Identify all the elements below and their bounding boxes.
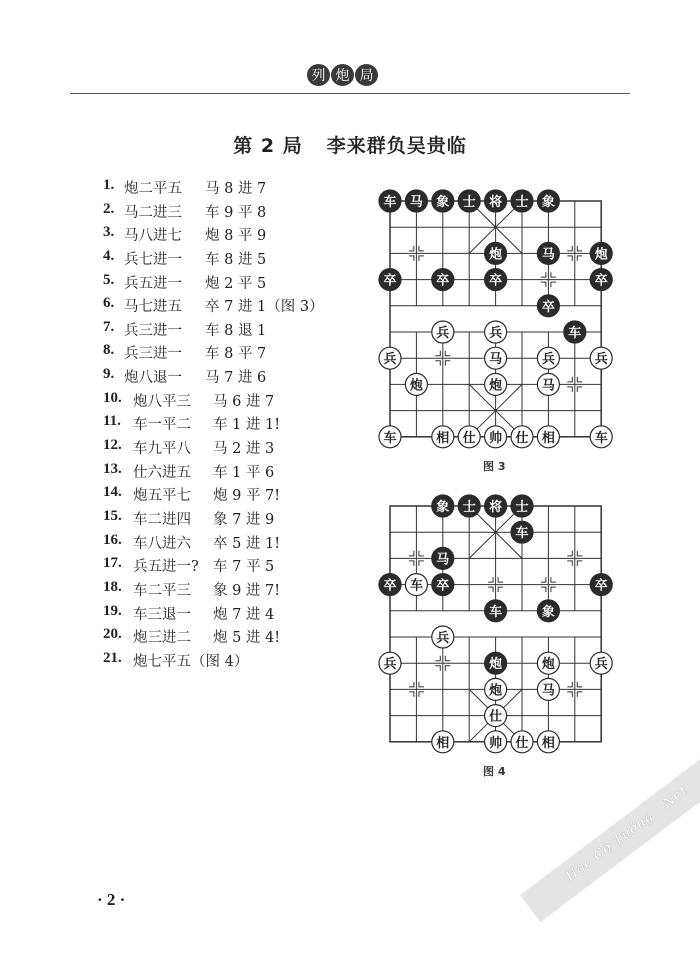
running-header — [307, 64, 379, 86]
piece-label: 炮 — [489, 683, 503, 699]
piece-label: 车 — [409, 578, 423, 594]
move-row — [103, 200, 267, 225]
black-piece — [511, 521, 533, 543]
piece-label: 相 — [436, 735, 450, 751]
mark-corner — [567, 692, 572, 697]
red-piece — [379, 652, 401, 674]
black-piece — [485, 242, 507, 264]
move-row — [103, 578, 281, 603]
red-piece — [590, 426, 612, 448]
piece-label: 马 — [541, 247, 555, 263]
mark-corner — [419, 551, 424, 556]
move-row — [103, 649, 249, 674]
red-piece — [537, 652, 559, 674]
black-piece — [590, 242, 612, 264]
move-number: 7. — [103, 318, 115, 335]
header-char: 列 — [307, 64, 330, 86]
mark-corner — [567, 387, 572, 392]
mark-corner — [577, 692, 582, 697]
move-number: 21. — [103, 649, 122, 666]
red-piece — [432, 426, 454, 448]
piece-label: 象 — [541, 195, 555, 210]
red-piece — [511, 731, 533, 753]
move-row — [103, 318, 267, 343]
move-number: 13. — [103, 460, 122, 477]
piece-label: 车 — [515, 526, 529, 542]
move-number: 3. — [103, 224, 115, 241]
mark-corner — [541, 282, 546, 287]
red-piece — [379, 347, 401, 369]
black-piece — [432, 574, 454, 596]
game-players: 李来群负吴贵临 — [326, 135, 467, 157]
mark-corner — [541, 587, 546, 592]
mark-corner — [445, 656, 450, 661]
piece-label: 兵 — [383, 657, 397, 673]
piece-label: 炮 — [489, 378, 503, 394]
mark-corner — [445, 361, 450, 366]
black-piece — [485, 269, 507, 291]
piece-label: 兵 — [594, 657, 608, 673]
mark-corner — [419, 692, 424, 697]
move-number: 14. — [103, 484, 122, 501]
piece-label: 帅 — [489, 735, 503, 751]
move-row — [103, 507, 275, 532]
mark-corner — [541, 577, 546, 582]
piece-label: 兵 — [594, 352, 608, 368]
red-move: 车九平八 — [133, 441, 191, 458]
mark-corner — [567, 551, 572, 556]
red-piece — [432, 321, 454, 343]
red-move: 炮八平三 — [133, 393, 191, 410]
black-move: 车 8 平 7 — [205, 346, 267, 363]
piece-label: 炮 — [409, 378, 423, 394]
black-move: 车 8 进 5 — [205, 251, 267, 268]
black-move: 车 1 平 6 — [213, 464, 275, 481]
piece-label: 仕 — [462, 430, 476, 446]
mark-corner — [409, 561, 414, 566]
piece-label: 炮 — [594, 247, 608, 263]
page-number: · 2 · — [97, 890, 126, 909]
red-piece — [485, 347, 507, 369]
move-row — [103, 602, 275, 627]
mark-corner — [577, 387, 582, 392]
black-piece — [432, 190, 454, 212]
red-move: 兵七进一 — [124, 251, 182, 268]
header-divider — [70, 93, 630, 94]
move-number: 11. — [103, 413, 121, 430]
mark-corner — [577, 377, 582, 382]
piece-label: 相 — [436, 430, 450, 446]
black-piece — [590, 574, 612, 596]
piece-label: 相 — [541, 735, 555, 751]
mark-corner — [435, 361, 440, 366]
board-diagram-3 — [370, 180, 620, 450]
red-piece — [432, 731, 454, 753]
red-move: 炮三进二 — [133, 630, 191, 647]
black-piece — [379, 574, 401, 596]
red-piece — [537, 426, 559, 448]
mark-corner — [541, 272, 546, 277]
move-row — [103, 366, 267, 390]
piece-label: 士 — [462, 195, 476, 210]
piece-label: 卒 — [594, 273, 608, 289]
piece-label: 兵 — [383, 352, 397, 368]
red-piece — [458, 426, 480, 448]
black-piece — [537, 190, 559, 212]
red-piece — [537, 347, 559, 369]
black-piece — [432, 269, 454, 291]
mark-corner — [488, 577, 493, 582]
piece-label: 卒 — [436, 578, 450, 594]
piece-label: 炮 — [541, 657, 555, 673]
red-piece — [590, 652, 612, 674]
move-row — [103, 224, 267, 248]
red-move: 炮五平七 — [133, 488, 191, 505]
mark-corner — [409, 682, 414, 687]
mark-corner — [567, 377, 572, 382]
red-piece — [405, 373, 427, 395]
mark-corner — [577, 682, 582, 687]
mark-corner — [577, 551, 582, 556]
piece-label: 卒 — [383, 578, 397, 594]
piece-label: 兵 — [489, 326, 503, 341]
piece-label: 象 — [541, 604, 555, 620]
move-number: 5. — [103, 271, 115, 288]
red-piece — [485, 731, 507, 753]
mark-corner — [551, 282, 556, 287]
red-move: 马二进三 — [124, 204, 182, 221]
red-move: 马八进七 — [124, 228, 182, 245]
piece-label: 兵 — [436, 326, 450, 341]
piece-label: 卒 — [436, 273, 450, 289]
piece-label: 车 — [594, 430, 608, 446]
board-grid — [390, 201, 601, 437]
mark-corner — [435, 666, 440, 671]
black-move: 车 7 平 5 — [213, 559, 275, 576]
figure-caption: 图 3 — [483, 460, 506, 473]
black-piece — [432, 547, 454, 569]
move-row — [103, 177, 267, 201]
mark-corner — [419, 682, 424, 687]
piece-label: 士 — [515, 500, 529, 515]
move-row — [103, 626, 281, 650]
red-piece — [485, 426, 507, 448]
black-piece — [458, 190, 480, 212]
red-move: 炮二平五 — [124, 181, 182, 197]
piece-label: 马 — [409, 195, 423, 210]
piece-label: 卒 — [541, 299, 555, 315]
red-piece — [405, 574, 427, 596]
move-row — [103, 555, 275, 579]
piece-label: 马 — [541, 683, 555, 699]
piece-label: 马 — [489, 352, 503, 368]
piece-label: 象 — [436, 500, 450, 515]
black-piece — [511, 190, 533, 212]
black-piece — [485, 495, 507, 517]
piece-label: 卒 — [383, 273, 397, 289]
header-char: 局 — [355, 64, 378, 86]
move-row — [103, 271, 267, 296]
move-row — [103, 437, 275, 461]
black-move: 车 1 进 1! — [213, 417, 281, 434]
mark-corner — [409, 256, 414, 261]
piece-label: 士 — [515, 195, 529, 210]
piece-label: 将 — [489, 195, 503, 210]
black-move: 炮 9 平 7! — [213, 488, 281, 505]
red-move: 兵三进一 — [124, 346, 182, 363]
move-row — [103, 342, 267, 366]
piece-label: 炮 — [489, 247, 503, 263]
move-number: 4. — [103, 247, 115, 264]
mark-corner — [419, 561, 424, 566]
black-move: 车 9 平 8 — [205, 204, 267, 221]
mark-corner — [577, 561, 582, 566]
header-char: 炮 — [331, 64, 354, 86]
mark-corner — [435, 351, 440, 356]
figure-caption: 图 4 — [483, 765, 506, 778]
move-list — [103, 177, 324, 673]
red-move: 车一平二 — [133, 417, 191, 434]
move-number: 18. — [103, 578, 122, 595]
page-title — [0, 131, 700, 158]
mark-corner — [577, 256, 582, 261]
move-number: 2. — [103, 200, 115, 217]
move-number: 20. — [103, 626, 122, 643]
black-move: 马 6 进 7 — [213, 393, 275, 410]
move-number: 1. — [103, 177, 115, 193]
red-move: 车二进四 — [133, 511, 191, 528]
piece-label: 帅 — [489, 430, 503, 446]
mark-corner — [567, 246, 572, 251]
black-piece — [485, 600, 507, 622]
mark-corner — [498, 577, 503, 582]
black-piece — [511, 495, 533, 517]
mark-corner — [567, 561, 572, 566]
red-piece — [590, 347, 612, 369]
black-move: 马 2 进 3 — [213, 441, 275, 458]
piece-label: 兵 — [436, 631, 450, 646]
piece-label: 车 — [383, 195, 397, 210]
piece-label: 象 — [436, 195, 450, 210]
mark-corner — [445, 351, 450, 356]
mark-corner — [498, 587, 503, 592]
piece-label: 车 — [568, 326, 582, 341]
black-move: 炮 2 平 5 — [205, 275, 267, 292]
move-number: 10. — [103, 389, 122, 406]
piece-label: 仕 — [515, 430, 529, 446]
piece-label: 兵 — [541, 352, 555, 368]
move-number: 16. — [103, 531, 122, 548]
black-move: 象 7 进 9 — [213, 511, 275, 528]
black-piece — [485, 190, 507, 212]
move-number: 15. — [103, 507, 122, 524]
red-move: 炮七平五（图 4） — [133, 653, 249, 670]
mark-corner — [409, 246, 414, 251]
red-move: 兵五进一? — [133, 559, 199, 576]
move-row — [103, 460, 275, 485]
mark-corner — [435, 656, 440, 661]
black-piece — [537, 242, 559, 264]
move-row — [103, 295, 324, 319]
piece-label: 卒 — [594, 578, 608, 594]
mark-corner — [577, 246, 582, 251]
black-piece — [432, 495, 454, 517]
mark-corner — [551, 272, 556, 277]
red-piece — [485, 705, 507, 727]
mark-corner — [488, 587, 493, 592]
red-move: 仕六进五 — [133, 464, 191, 481]
move-number: 8. — [103, 342, 115, 359]
red-move: 车二平三 — [133, 582, 191, 599]
piece-label: 马 — [436, 552, 450, 568]
black-piece — [485, 652, 507, 674]
red-move: 炮八退一 — [124, 370, 182, 387]
move-row — [103, 247, 267, 272]
mark-corner — [409, 551, 414, 556]
black-move: 炮 8 平 9 — [205, 228, 267, 245]
move-number: 6. — [103, 295, 115, 312]
piece-label: 士 — [462, 500, 476, 515]
mark-corner — [419, 246, 424, 251]
mark-corner — [567, 682, 572, 687]
piece-label: 车 — [489, 604, 503, 620]
piece-label: 马 — [541, 378, 555, 394]
piece-label: 炮 — [489, 657, 503, 673]
move-row — [103, 413, 281, 437]
black-piece — [379, 190, 401, 212]
game-number: 第 2 局 — [233, 135, 303, 157]
black-move: 车 8 退 1 — [205, 322, 267, 339]
piece-label: 卒 — [489, 273, 503, 289]
piece-label: 仕 — [489, 709, 503, 725]
board-diagram-4 — [370, 485, 620, 755]
black-piece — [590, 269, 612, 291]
watermark-text: Học Cờ Tướng . Net — [563, 782, 691, 885]
black-piece — [379, 269, 401, 291]
black-move: 卒 7 进 1（图 3） — [205, 299, 324, 316]
red-piece — [485, 373, 507, 395]
red-move: 兵五进一 — [124, 275, 182, 292]
piece-label: 仕 — [515, 735, 529, 751]
red-move: 马七进五 — [124, 299, 182, 316]
move-row — [103, 389, 275, 414]
black-move: 象 9 进 7! — [213, 582, 281, 599]
red-piece — [511, 426, 533, 448]
mark-corner — [551, 587, 556, 592]
black-piece — [537, 600, 559, 622]
black-piece — [564, 321, 586, 343]
red-piece — [432, 626, 454, 648]
mark-corner — [567, 256, 572, 261]
red-piece — [537, 678, 559, 700]
move-row — [103, 484, 281, 508]
black-move: 马 7 进 6 — [205, 370, 267, 387]
black-move: 炮 7 进 4 — [213, 606, 275, 623]
black-piece — [458, 495, 480, 517]
mark-corner — [551, 577, 556, 582]
red-piece — [379, 426, 401, 448]
black-move: 卒 5 进 1! — [213, 535, 281, 552]
piece-label: 车 — [383, 430, 397, 446]
move-row — [103, 531, 281, 556]
mark-corner — [419, 256, 424, 261]
red-piece — [485, 678, 507, 700]
red-piece — [537, 373, 559, 395]
move-number: 19. — [103, 602, 122, 619]
red-move: 兵三进一 — [124, 322, 182, 339]
move-number: 17. — [103, 555, 122, 572]
piece-label: 相 — [541, 430, 555, 446]
red-piece — [485, 321, 507, 343]
move-number: 9. — [103, 366, 115, 383]
black-move: 马 8 进 7 — [205, 181, 267, 197]
red-move: 车三退一 — [133, 606, 191, 623]
mark-corner — [409, 692, 414, 697]
red-piece — [537, 731, 559, 753]
black-move: 炮 5 进 4! — [213, 630, 281, 647]
red-move: 车八进六 — [133, 535, 191, 552]
black-piece — [537, 295, 559, 317]
piece-label: 将 — [489, 500, 503, 515]
mark-corner — [445, 666, 450, 671]
move-number: 12. — [103, 437, 122, 454]
black-piece — [405, 190, 427, 212]
